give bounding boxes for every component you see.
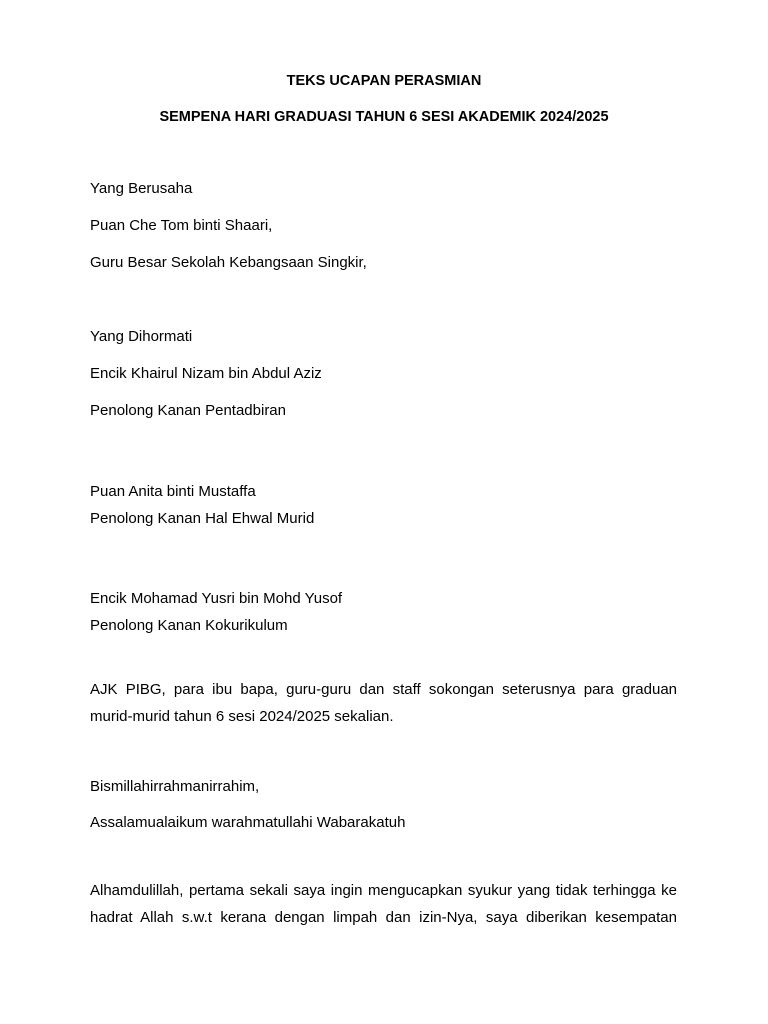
salutation-name-2: Encik Khairul Nizam bin Abdul Aziz (90, 365, 322, 382)
body-paragraph-line: hadrat Allah s.w.t kerana dengan limpah dan izin-Nya, saya diberikan kesempatan (90, 909, 677, 926)
opening-bismillah: Bismillahirrahmanirrahim, (90, 778, 260, 795)
opening-greeting: Assalamualaikum warahmatullahi Wabarakatuh (90, 814, 406, 831)
salutation-name-3: Puan Anita binti Mustaffa (90, 483, 256, 500)
audience-paragraph-line: AJK PIBG, para ibu bapa, guru-guru dan staff sokongan seterusnya para graduan (90, 681, 677, 698)
salutation-name-4: Encik Mohamad Yusri bin Mohd Yusof (90, 590, 343, 607)
salutation-role-3: Penolong Kanan Hal Ehwal Murid (90, 510, 315, 527)
salutation-name-1: Puan Che Tom binti Shaari, (90, 217, 273, 234)
document-title: TEKS UCAPAN PERASMIAN (286, 73, 482, 89)
salutation-role-4: Penolong Kanan Kokurikulum (90, 617, 288, 634)
salutation-role-2: Penolong Kanan Pentadbiran (90, 402, 286, 419)
audience-paragraph (90, 676, 677, 730)
body-paragraph (90, 877, 677, 931)
body-paragraph-line: Alhamdulillah, pertama sekali saya ingin mengucapkan syukur yang tidak terhingga ke (90, 882, 677, 899)
document-subtitle: SEMPENA HARI GRADUASI TAHUN 6 SESI AKADEMIK 2024/2025 (159, 109, 609, 125)
salutation-role-1: Guru Besar Sekolah Kebangsaan Singkir, (90, 254, 367, 271)
salutation-honorific-2: Yang Dihormati (90, 328, 193, 345)
salutation-honorific-1: Yang Berusaha (90, 180, 193, 197)
audience-paragraph-line: murid-murid tahun 6 sesi 2024/2025 sekalian. (90, 708, 394, 725)
